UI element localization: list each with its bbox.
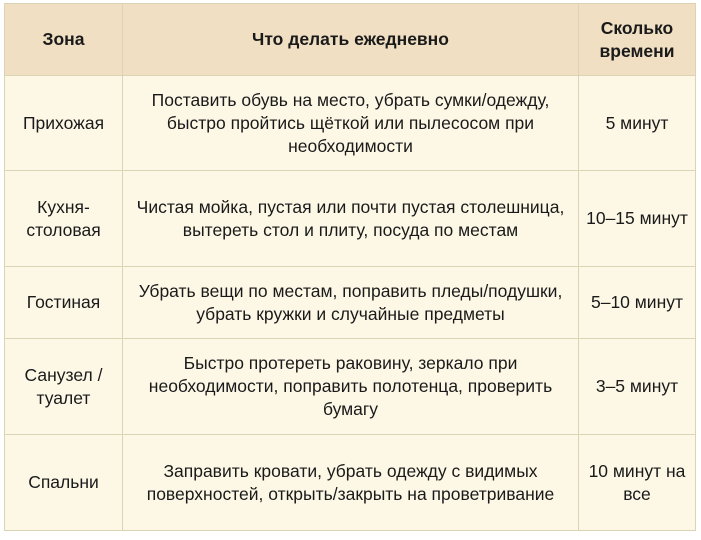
cell-time: 10 минут на все (579, 435, 696, 531)
table-header (5, 4, 696, 76)
cell-zone: Кухня-столовая (5, 171, 123, 267)
cell-task: Убрать вещи по местам, поправить пледы/подушки, убрать кружки и случайные предметы (123, 267, 579, 339)
table-body (5, 76, 696, 531)
cell-time: 3–5 минут (579, 339, 696, 435)
table-row (5, 339, 696, 435)
header-task: Что делать ежедневно (123, 4, 579, 76)
cell-zone: Спальни (5, 435, 123, 531)
cell-time: 10–15 минут (579, 171, 696, 267)
table-row (5, 435, 696, 531)
cell-zone: Гостиная (5, 267, 123, 339)
table-row (5, 76, 696, 171)
cell-task: Быстро протереть раковину, зеркало при необходимости, поправить полотенца, проверить бумагу (123, 339, 579, 435)
header-time: Сколько времени (579, 4, 696, 76)
header-row (5, 4, 696, 76)
cell-task: Заправить кровати, убрать одежду с видимых поверхностей, открыть/закрыть на проветривание (123, 435, 579, 531)
cell-time: 5 минут (579, 76, 696, 171)
cell-time: 5–10 минут (579, 267, 696, 339)
cell-task: Чистая мойка, пустая или почти пустая столешница, вытереть стол и плиту, посуда по местам (123, 171, 579, 267)
table-row (5, 171, 696, 267)
table-row (5, 267, 696, 339)
daily-cleaning-table (4, 3, 696, 531)
daily-cleaning-table-container (4, 3, 695, 531)
cell-task: Поставить обувь на место, убрать сумки/одежду, быстро пройтись щёткой или пылесосом при необходимости (123, 76, 579, 171)
cell-zone: Прихожая (5, 76, 123, 171)
cell-zone: Санузел / туалет (5, 339, 123, 435)
header-zone: Зона (5, 4, 123, 76)
